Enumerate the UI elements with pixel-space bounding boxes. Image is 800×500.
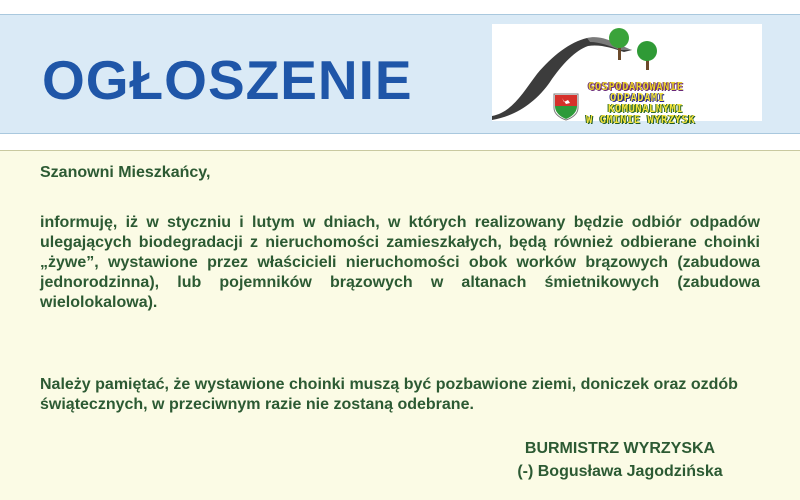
paragraph-main: informuję, iż w styczniu i lutym w dniach, w których realizowany będzie odbiór odpadów ulegających biodegradacji z nieruchomości zamieszkałych, będą również odbierane choinki „żywe”, wystawione przez właścicieli nieruchomości obok worków brązowych (zabudowa jednorodzinna), lub pojemników brązowych w altanach śmietnikowych (zabudowa wielolokalowa). [40,214,760,311]
logo-line-4: W GMINIE WYRZYSK [586,114,696,126]
logo-line-1: GOSPODAROWANIE [588,81,684,93]
paragraph-note: Należy pamiętać, że wystawione choinki muszą być pozbawione ziemi, doniczek oraz ozdób świątecznych, w przeciwnym razie nie zostaną odebrane. [40,376,738,413]
logo-line-3: KOMUNALNYMI [608,103,684,115]
greeting: Szanowni Mieszkańcy, [40,164,211,181]
header-banner [0,14,800,134]
signature-title: BURMISTRZ WYRZYSKA [524,440,716,457]
coat-of-arms-icon [554,94,578,120]
page-title: OGŁOSZENIE [42,49,413,111]
waste-management-logo [492,24,762,126]
logo-text [586,82,762,126]
signature-name: (-) Bogusława Jagodzińska [517,463,723,480]
logo-line-2: ODPADAMI [610,92,665,104]
